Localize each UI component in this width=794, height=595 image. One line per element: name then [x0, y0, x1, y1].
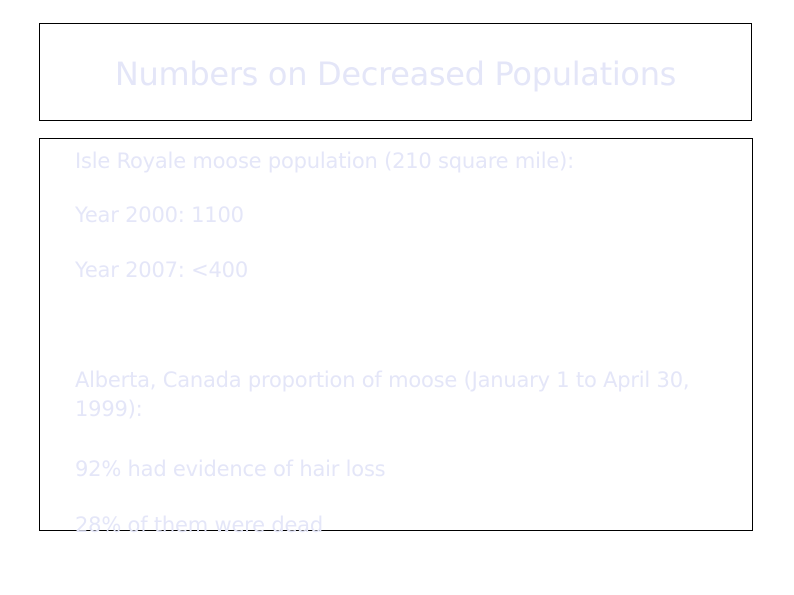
bullet-dead: 28% of them were dead [75, 513, 323, 537]
bullet-year-2007: Year 2007: <400 [75, 258, 249, 282]
bullet-alberta-heading: Alberta, Canada proportion of moose (January 1 to April 30, 1999): [75, 368, 690, 421]
bullet-year-2000: Year 2000: 1100 [75, 203, 244, 227]
title-placeholder [39, 23, 752, 121]
slide-title: Numbers on Decreased Populations [114, 55, 677, 93]
bullet-isle-royale-heading: Isle Royale moose population (210 square mile): [75, 149, 574, 173]
bullet-hair-loss: 92% had evidence of hair loss [75, 457, 386, 481]
content-placeholder [39, 138, 753, 537]
